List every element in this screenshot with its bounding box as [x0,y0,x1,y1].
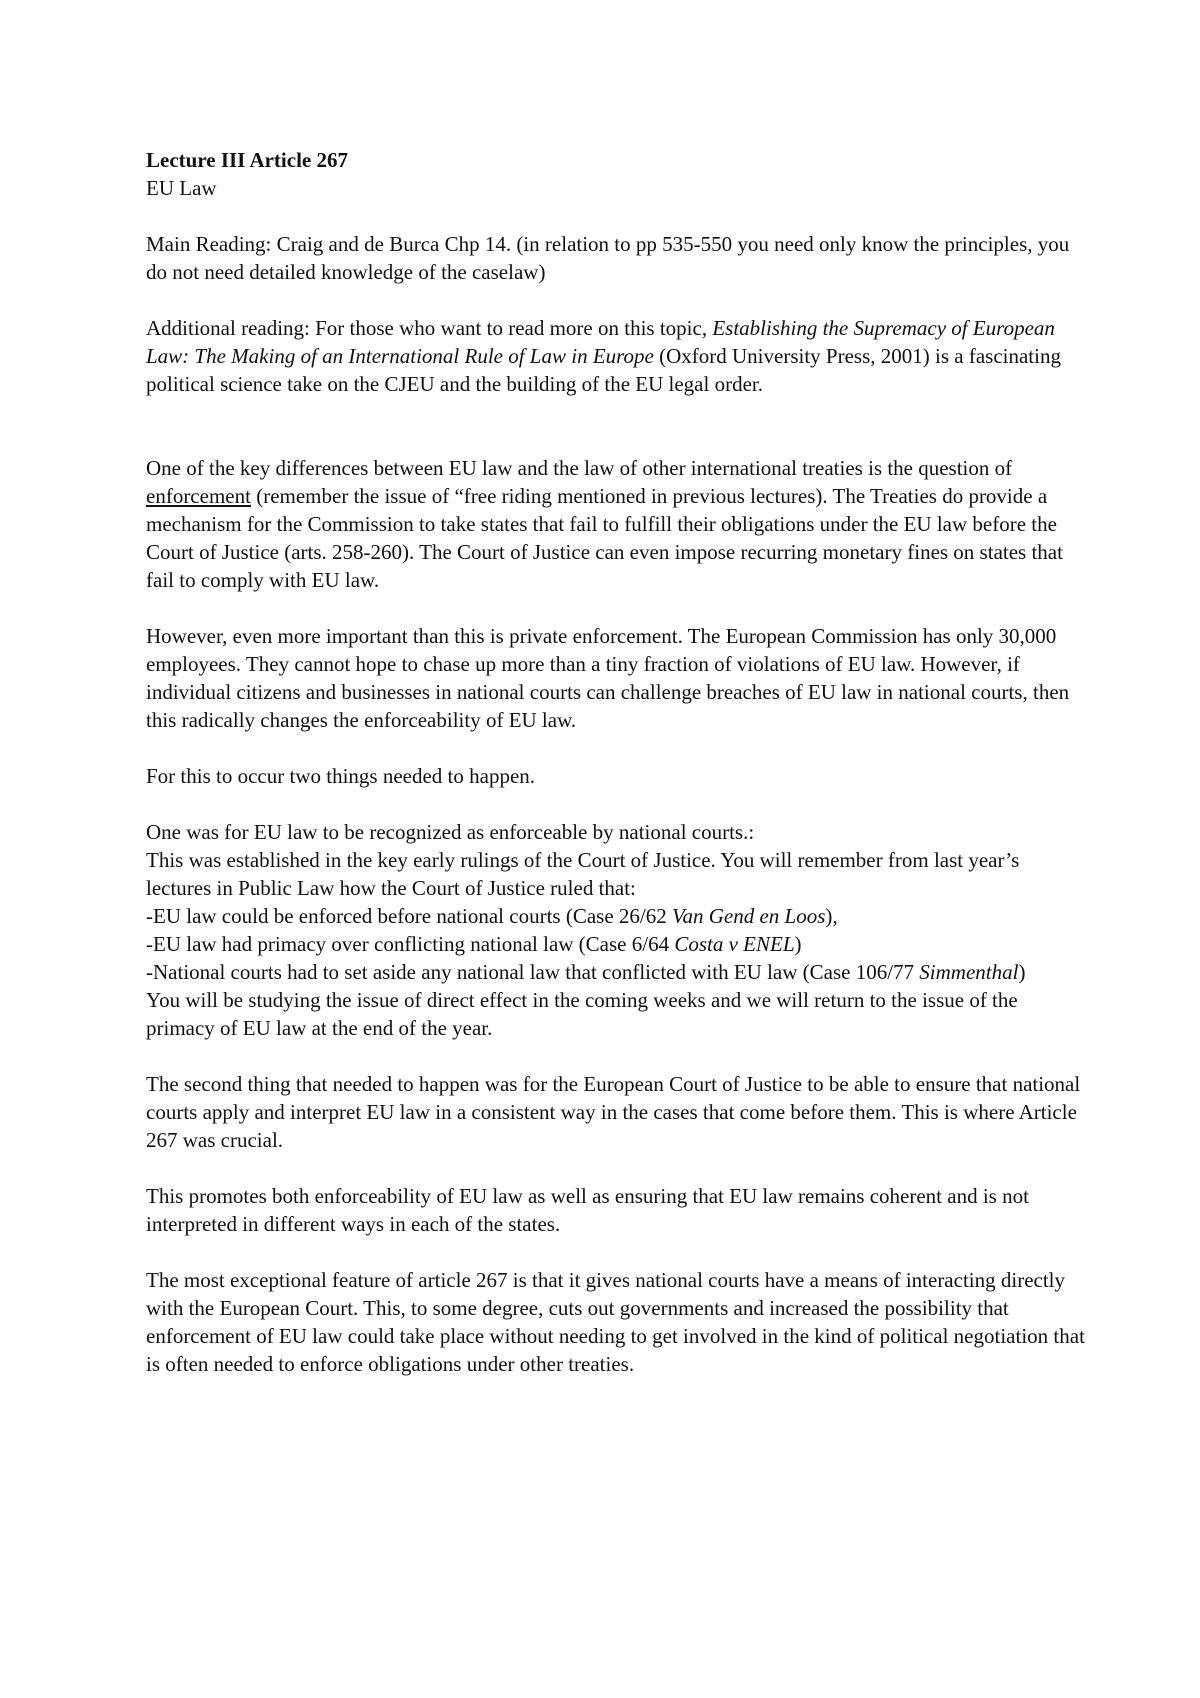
paragraph-private-enforcement: However, even more important than this is private enforcement. The European Commission has only 30,000 employees. They cannot hope to chase up more than a tiny fraction of violations of EU law. However, if individual citizens and businesses in national courts can challenge breaches of EU law in national courts, then this radically changes the enforceability of EU law. [146,624,1070,732]
ruling-text: -EU law could be enforced before national courts (Case 26/62 [146,904,672,928]
paragraph-coherence: This promotes both enforceability of EU law as well as ensuring that EU law remains coherent and is not interpreted in different ways in each of the states. [146,1184,1029,1236]
ruling-item [146,930,1086,958]
direct-effect-note: You will be studying the issue of direct effect in the coming weeks and we will return to the issue of the primacy of EU law at the end of the year. [146,988,1018,1040]
ruling-text: -EU law had primacy over conflicting national law (Case 6/64 [146,932,675,956]
ruling-end: ) [1018,960,1026,984]
case-name: Simmenthal [919,960,1019,984]
paragraph-enforcement [146,454,1086,594]
document-subtitle: EU Law [146,176,217,200]
ruling-text: -National courts had to set aside any national law that conflicted with EU law (Case 106/77 [146,960,920,984]
main-reading: Main Reading: Craig and de Burca Chp 14. (in relation to pp 535-550 you need only know the principles, you do not need detailed knowledge of the caselaw) [146,232,1070,284]
paragraph-enforcement-body: (remember the issue of “free riding mentioned in previous lectures). The Treaties do provide a mechanism for the Commission to take states that fail to fulfill their obligations under the EU law before the Court of Justice (arts. 258-260). The Court of Justice can even impose recurring monetary fines on states that fail to comply with EU law. [146,484,1063,592]
early-rulings-intro: This was established in the key early rulings of the Court of Justice. You will remember from last year’s lectures in Public Law how the Court of Justice ruled that: [146,848,1020,900]
additional-reading-details: (Oxford University Press, 2001) is a fascinating political science take on the CJEU and the building of the EU legal order. [146,344,1061,396]
enforcement-term: enforcement [146,484,251,508]
ruling-item [146,958,1086,986]
ruling-end: ) [794,932,802,956]
ruling-item [146,902,1086,930]
case-name: Costa v ENEL [674,932,795,956]
paragraph-enforceable-by-courts [146,818,1086,1042]
ruling-end: ), [825,904,838,928]
additional-reading-intro: Additional reading: For those who want to read more on this topic, [146,316,713,340]
enforceable-heading: One was for EU law to be recognized as enforceable by national courts.: [146,820,755,844]
paragraph-two-things: For this to occur two things needed to happen. [146,764,536,788]
paragraph-enforcement-intro: One of the key differences between EU law and the law of other international treaties is the question of [146,456,1013,480]
case-name: Van Gend en Loos [671,904,826,928]
document-title: Lecture III Article 267 [146,148,348,172]
additional-reading [146,314,1086,398]
paragraph-exceptional-feature: The most exceptional feature of article 267 is that it gives national courts have a means of interacting directly with the European Court. This, to some degree, cuts out governments and increased the possibility that enforcement of EU law could take place without needing to get involved in the kind of political negotiation that is often needed to enforce obligations under other treaties. [146,1268,1085,1376]
additional-reading-book-title: Establishing the Supremacy of European Law: The Making of an International Rule of Law in Europe [146,316,1055,368]
document-page [146,146,1086,1378]
paragraph-second-thing: The second thing that needed to happen was for the European Court of Justice to be able to ensure that national courts apply and interpret EU law in a consistent way in the cases that come before them. This is where Article 267 was crucial. [146,1072,1081,1152]
